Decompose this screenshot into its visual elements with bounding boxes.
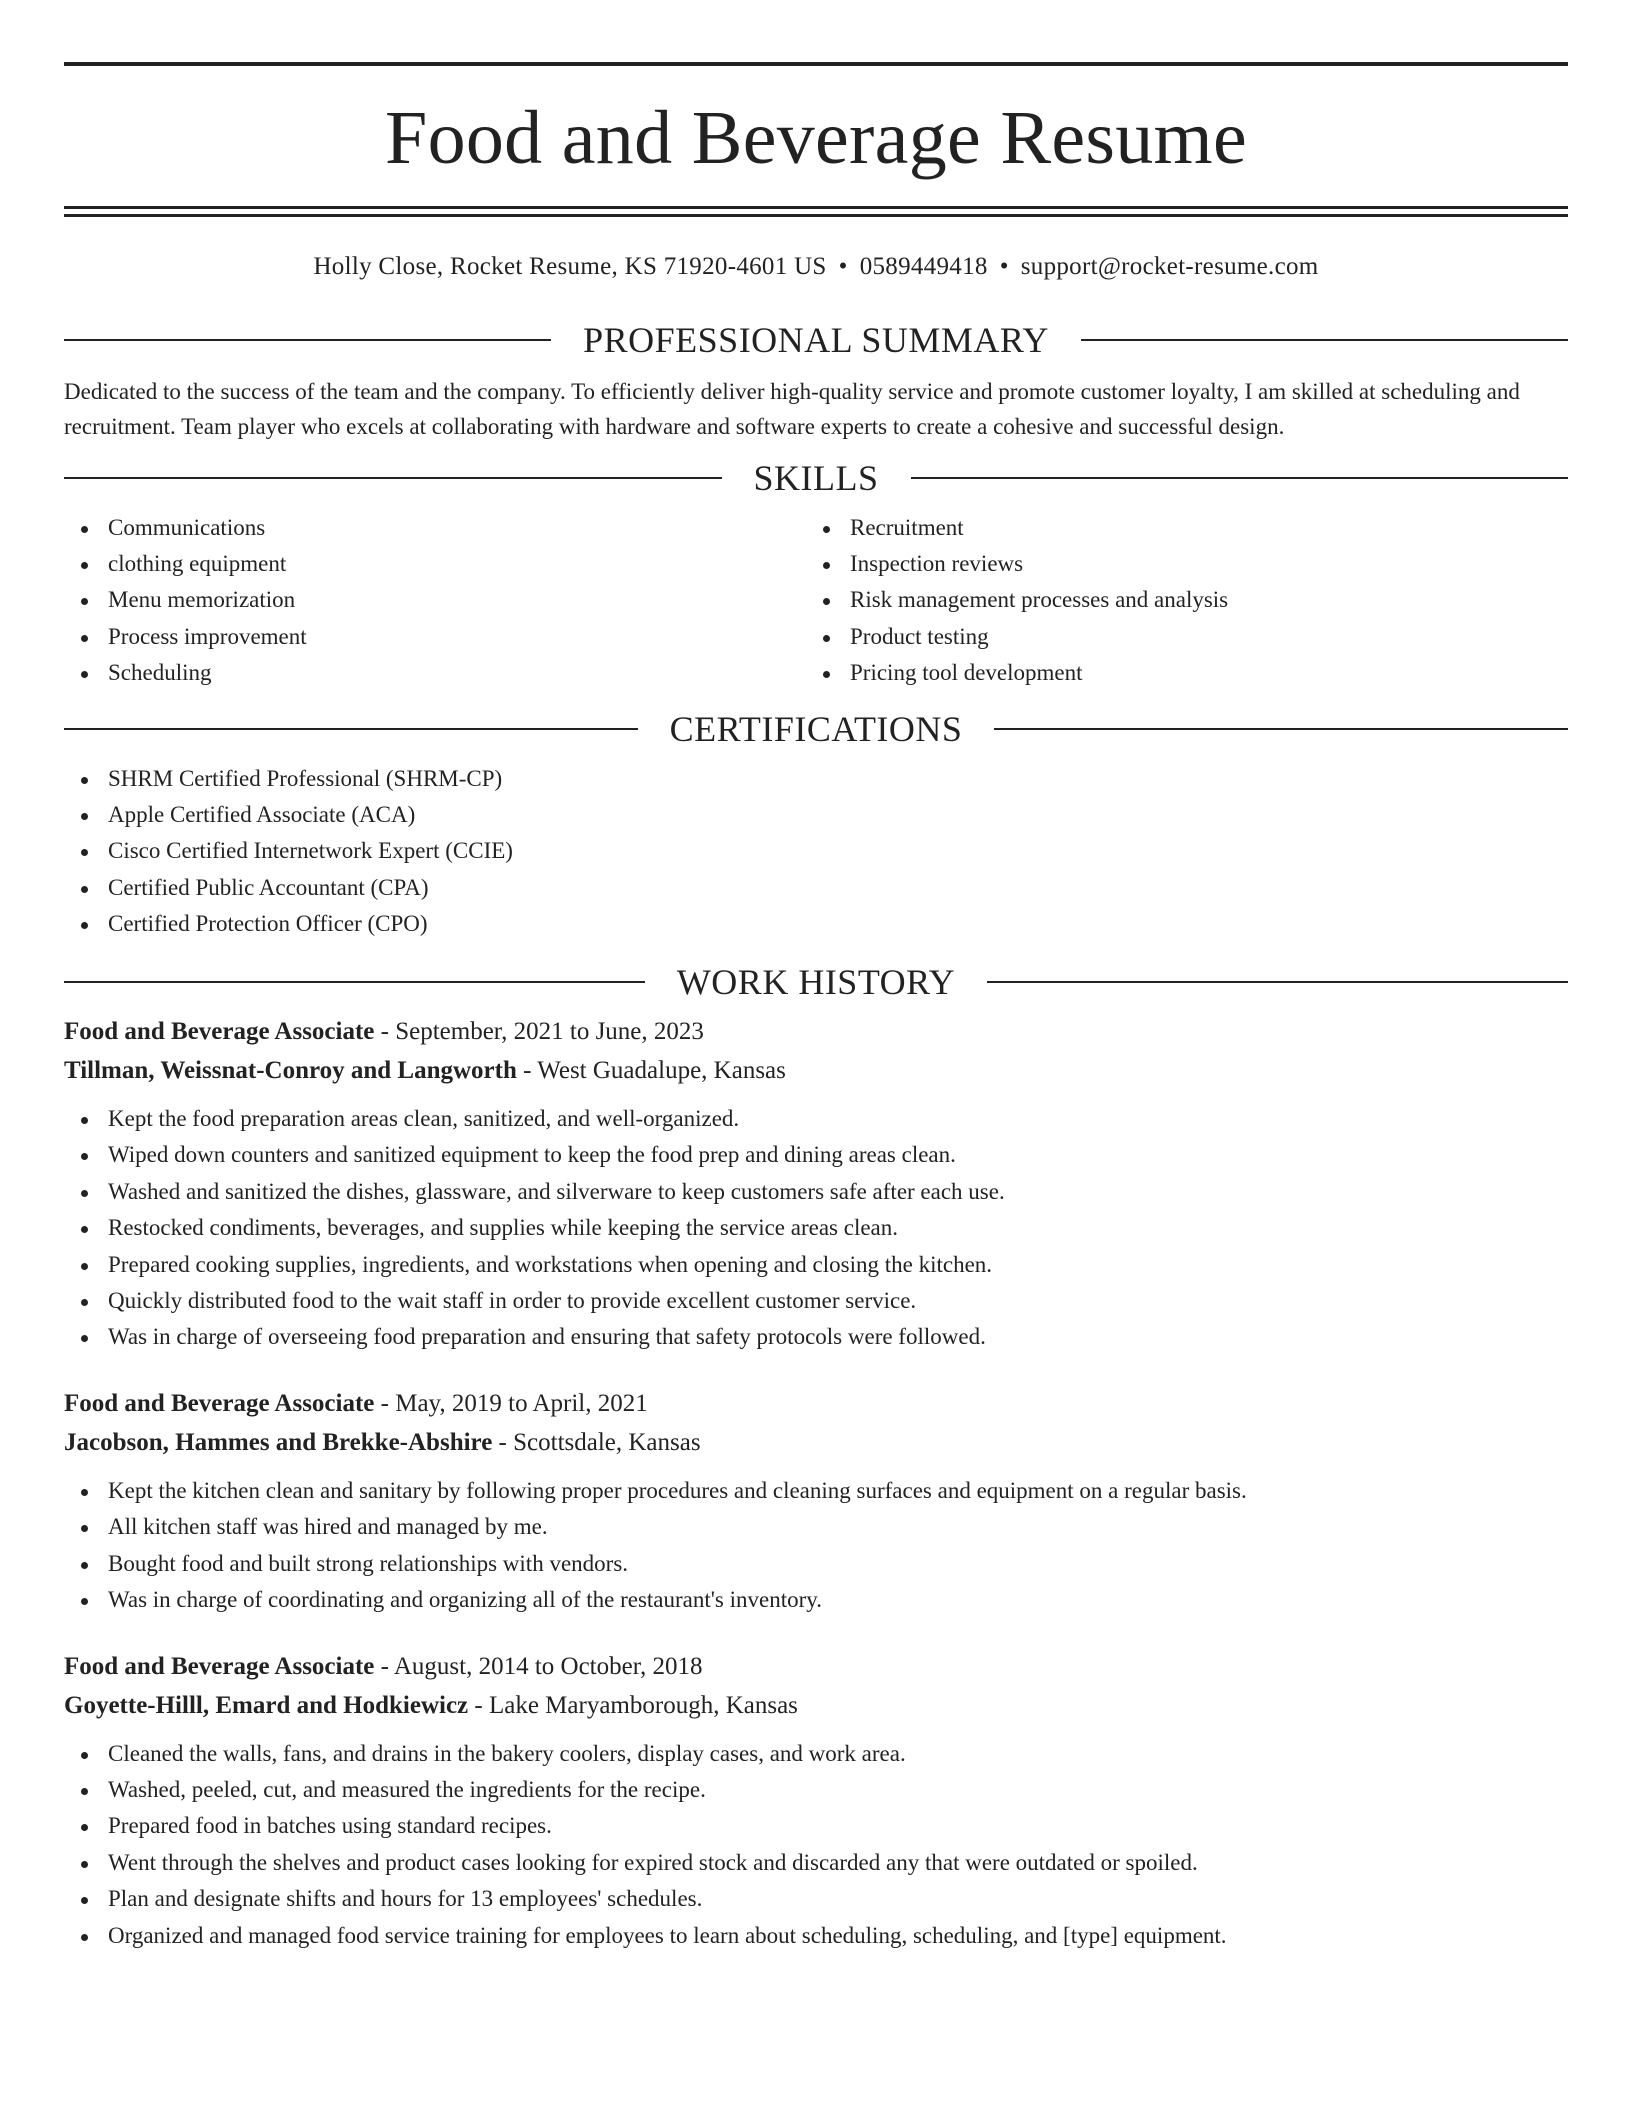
job-company-line [64, 1051, 1568, 1090]
heading-rule-left [64, 339, 551, 341]
title-rule-lower [64, 214, 1568, 217]
job-bullet-list [64, 1736, 1568, 1954]
certification-item: Certified Protection Officer (CPO) [64, 906, 1568, 942]
heading-rule-left [64, 728, 638, 730]
job-title-line [64, 1384, 1568, 1423]
skills-list-right [806, 510, 1548, 691]
job-title: Food and Beverage Associate [64, 1018, 375, 1046]
job-bullet: Quickly distributed food to the wait staff in order to provide excellent customer service. [64, 1283, 1568, 1319]
certifications-heading: CERTIFICATIONS [669, 709, 963, 750]
job-bullet: Was in charge of coordinating and organizing all of the restaurant's inventory. [64, 1582, 1568, 1618]
job-bullet: Washed and sanitized the dishes, glassware, and silverware to keep customers safe after each use. [64, 1174, 1568, 1210]
certifications-section-heading [64, 709, 1568, 749]
job-company: Jacobson, Hammes and Brekke-Abshire [64, 1428, 493, 1456]
job-dates: - August, 2014 to October, 2018 [374, 1652, 703, 1680]
skills-columns [64, 510, 1568, 691]
heading-rule-right [1081, 339, 1568, 341]
skill-item: Pricing tool development [806, 655, 1548, 691]
job-company: Goyette-Hilll, Emard and Hodkiewicz [64, 1691, 469, 1719]
certification-item: Certified Public Accountant (CPA) [64, 870, 1568, 906]
contact-separator: • [999, 253, 1009, 280]
skills-section-heading [64, 458, 1568, 498]
certification-item: SHRM Certified Professional (SHRM-CP) [64, 761, 1568, 797]
skill-item: Product testing [806, 619, 1548, 655]
summary-text: Dedicated to the success of the team and the company. To efficiently deliver high-quality service and promote customer loyalty, I am skilled at scheduling and recruitment. Team player who excels at collaborating with hardware and software experts to create a cohesive and successful design. [64, 379, 1520, 439]
job-bullet: Plan and designate shifts and hours for 13 employees' schedules. [64, 1881, 1568, 1917]
certification-item: Apple Certified Associate (ACA) [64, 797, 1568, 833]
skill-item: Menu memorization [64, 582, 806, 618]
job-entry [64, 1012, 1568, 1356]
skills-list-left [64, 510, 806, 691]
skill-item: Scheduling [64, 655, 806, 691]
job-company-line [64, 1686, 1568, 1725]
job-bullet: Prepared food in batches using standard recipes. [64, 1808, 1568, 1844]
job-entry [64, 1384, 1568, 1619]
job-bullet: Went through the shelves and product cases looking for expired stock and discarded any that were outdated or spoiled. [64, 1845, 1568, 1881]
certifications-list [64, 761, 1568, 942]
job-company: Tillman, Weissnat-Conroy and Langworth [64, 1057, 517, 1085]
job-bullet: Was in charge of overseeing food preparation and ensuring that safety protocols were followed. [64, 1319, 1568, 1355]
job-title-line [64, 1647, 1568, 1686]
skill-item: Recruitment [806, 510, 1548, 546]
skill-item: clothing equipment [64, 546, 806, 582]
contact-phone: 0589449418 [859, 253, 988, 280]
summary-section-heading [64, 320, 1568, 360]
job-bullet: Kept the kitchen clean and sanitary by following proper procedures and cleaning surfaces and equipment on a regular basis. [64, 1473, 1568, 1509]
job-title-line [64, 1012, 1568, 1051]
certification-item: Cisco Certified Internetwork Expert (CCIE) [64, 833, 1568, 869]
heading-rule-right [911, 477, 1569, 479]
job-bullet-list [64, 1473, 1568, 1619]
work-history-section-heading [64, 962, 1568, 1002]
contact-separator: • [838, 253, 848, 280]
job-bullet: Kept the food preparation areas clean, sanitized, and well-organized. [64, 1101, 1568, 1137]
job-location: - West Guadalupe, Kansas [516, 1057, 786, 1085]
heading-rule-left [64, 477, 722, 479]
skills-column-left [64, 510, 806, 691]
contact-email: support@rocket-resume.com [1020, 253, 1319, 280]
contact-line [64, 252, 1568, 282]
job-bullet: Prepared cooking supplies, ingredients, and workstations when opening and closing the kitchen. [64, 1247, 1568, 1283]
job-title: Food and Beverage Associate [64, 1389, 375, 1417]
heading-rule-left [64, 981, 645, 983]
title-rule-upper [64, 206, 1568, 209]
job-location: - Lake Maryamborough, Kansas [468, 1691, 798, 1719]
job-title: Food and Beverage Associate [64, 1652, 375, 1680]
job-bullet: Washed, peeled, cut, and measured the ingredients for the recipe. [64, 1772, 1568, 1808]
job-entry [64, 1647, 1568, 1954]
top-rule [64, 62, 1568, 66]
job-location: - Scottsdale, Kansas [492, 1428, 701, 1456]
skill-item: Risk management processes and analysis [806, 582, 1548, 618]
job-company-line [64, 1423, 1568, 1462]
job-bullet: Wiped down counters and sanitized equipment to keep the food prep and dining areas clean. [64, 1137, 1568, 1173]
skills-column-right [806, 510, 1548, 691]
job-bullet-list [64, 1101, 1568, 1356]
summary-heading: PROFESSIONAL SUMMARY [583, 320, 1049, 360]
job-dates: - September, 2021 to June, 2023 [374, 1018, 704, 1046]
job-dates: - May, 2019 to April, 2021 [374, 1389, 648, 1417]
job-bullet: Organized and managed food service training for employees to learn about scheduling, scheduling, and [type] equipment. [64, 1918, 1568, 1954]
heading-rule-right [994, 728, 1568, 730]
job-bullet: Cleaned the walls, fans, and drains in the bakery coolers, display cases, and work area. [64, 1736, 1568, 1772]
job-bullet: Bought food and built strong relationships with vendors. [64, 1546, 1568, 1582]
job-bullet: All kitchen staff was hired and managed by me. [64, 1509, 1568, 1545]
skills-heading: SKILLS [753, 458, 879, 498]
contact-address: Holly Close, Rocket Resume, KS 71920-4601 US [313, 253, 827, 280]
resume-title: Food and Beverage Resume [385, 96, 1247, 180]
work-history-heading: WORK HISTORY [676, 962, 956, 1003]
job-bullet: Restocked condiments, beverages, and supplies while keeping the service areas clean. [64, 1210, 1568, 1246]
skill-item: Inspection reviews [806, 546, 1548, 582]
heading-rule-right [987, 981, 1568, 983]
skill-item: Process improvement [64, 619, 806, 655]
resume-page [64, 0, 1568, 1954]
skill-item: Communications [64, 510, 806, 546]
